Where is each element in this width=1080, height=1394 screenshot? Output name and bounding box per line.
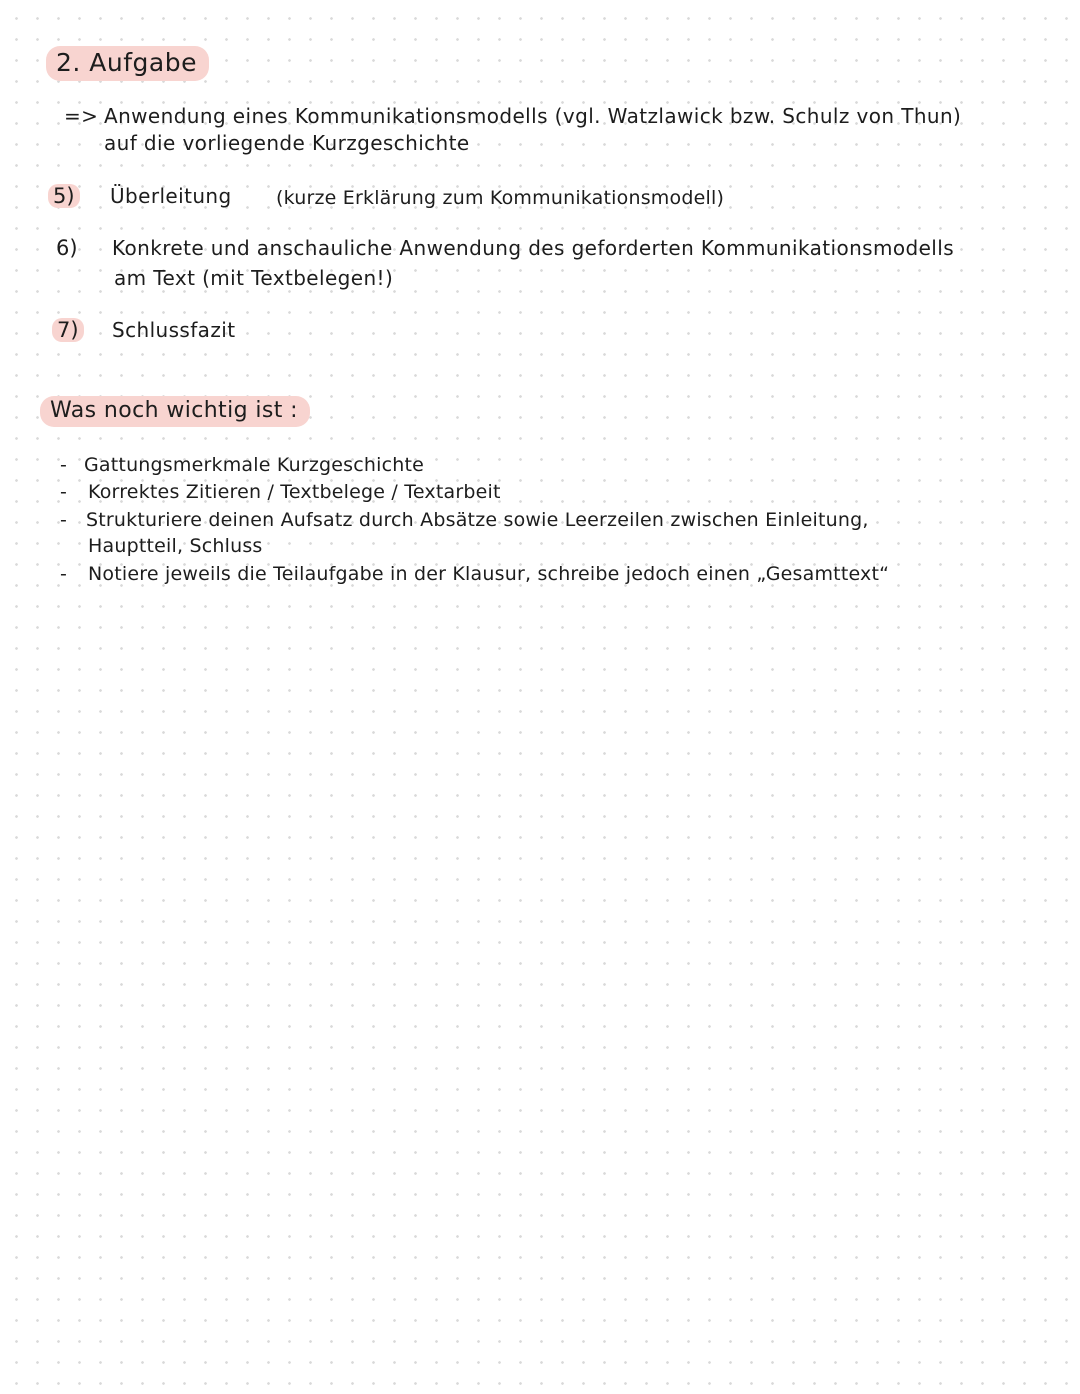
step-5-number: 5)	[48, 184, 80, 208]
bullet-dash-3: -	[60, 509, 68, 531]
step-7-label: Schlussfazit	[112, 318, 236, 342]
step-5-label: Überleitung	[110, 184, 232, 208]
task-heading: 2. Aufgabe	[46, 46, 209, 81]
important-item-2: Korrektes Zitieren / Textbelege / Textarbeit	[88, 481, 501, 503]
task-description-line-2: auf die vorliegende Kurzgeschichte	[104, 131, 470, 155]
important-item-1: Gattungsmerkmale Kurzgeschichte	[84, 454, 425, 476]
step-6-label-line-1: Konkrete und anschauliche Anwendung des geforderten Kommunikationsmodells	[112, 236, 955, 260]
important-heading: Was noch wichtig ist :	[40, 396, 310, 427]
step-5-note: (kurze Erklärung zum Kommunikationsmodell)	[276, 187, 725, 209]
step-7-number: 7)	[52, 318, 84, 342]
important-item-3-continued: Hauptteil, Schluss	[88, 535, 263, 557]
bullet-dash-2: -	[60, 481, 68, 503]
important-item-4: Notiere jeweils die Teilaufgabe in der Klausur, schreibe jedoch einen „Gesamttext“	[88, 563, 890, 585]
step-6-number: 6)	[56, 236, 78, 260]
important-item-3: Strukturiere deinen Aufsatz durch Absätze sowie Leerzeilen zwischen Einleitung,	[86, 509, 869, 531]
bullet-dash-4: -	[60, 563, 68, 585]
bullet-dash-1: -	[60, 454, 68, 476]
step-6-label-line-2: am Text (mit Textbelegen!)	[114, 266, 394, 290]
task-description-line-1: Anwendung eines Kommunikationsmodells (vgl. Watzlawick bzw. Schulz von Thun)	[104, 104, 962, 128]
arrow-symbol: =>	[64, 104, 99, 128]
